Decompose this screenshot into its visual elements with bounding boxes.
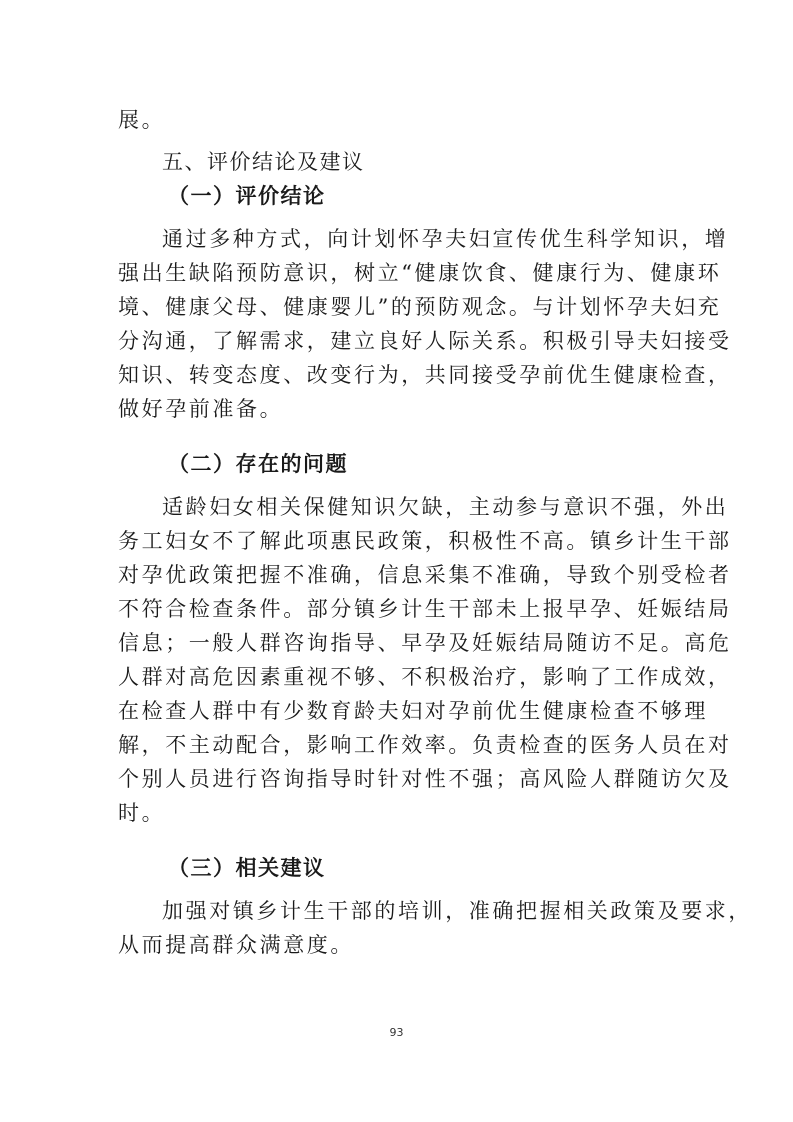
paragraph-line: 个别人员进行咨询指导时针对性不强；高风险人群随访欠及 bbox=[118, 767, 732, 791]
subsection-heading-problems: （二）存在的问题 bbox=[168, 452, 348, 476]
paragraph-line: 信息；一般人群咨询指导、早孕及妊娠结局随访不足。高危 bbox=[118, 631, 732, 655]
paragraph-line: 强出生缺陷预防意识，树立“健康饮食、健康行为、健康环 bbox=[118, 261, 722, 285]
paragraph-line: 分沟通，了解需求，建立良好人际关系。积极引导夫妇接受 bbox=[118, 329, 732, 353]
paragraph-line: 人群对高危因素重视不够、不积极治疗，影响了工作成效， bbox=[118, 665, 732, 689]
paragraph-line: 不符合检查条件。部分镇乡计生干部未上报早孕、妊娠结局 bbox=[118, 597, 732, 621]
page-number: 93 bbox=[389, 1026, 404, 1039]
subsection-heading-suggestions: （三）相关建议 bbox=[168, 856, 326, 880]
paragraph-line: 通过多种方式，向计划怀孕夫妇宣传优生科学知识，增 bbox=[162, 227, 729, 251]
paragraph-line: 境、健康父母、健康婴儿”的预防观念。与计划怀孕夫妇充 bbox=[118, 295, 722, 319]
paragraph-line: 从而提高群众满意度。 bbox=[118, 933, 354, 957]
paragraph-line: 时。 bbox=[118, 801, 166, 825]
paragraph-line: 解，不主动配合，影响工作效率。负责检查的医务人员在对 bbox=[118, 733, 732, 757]
continuation-text: 展。 bbox=[118, 108, 166, 132]
paragraph-line: 加强对镇乡计生干部的培训，准确把握相关政策及要求， bbox=[162, 899, 752, 923]
paragraph-line: 在检查人群中有少数育龄夫妇对孕前优生健康检查不够理 bbox=[118, 699, 708, 723]
paragraph-line: 适龄妇女相关保健知识欠缺，主动参与意识不强，外出 bbox=[162, 495, 729, 519]
paragraph-line: 知识、转变态度、改变行为，共同接受孕前优生健康检查， bbox=[118, 363, 732, 387]
section-title: 五、评价结论及建议 bbox=[162, 150, 365, 174]
paragraph-line: 做好孕前准备。 bbox=[118, 397, 284, 421]
subsection-heading-conclusion: （一）评价结论 bbox=[168, 184, 326, 208]
paragraph-line: 务工妇女不了解此项惠民政策，积极性不高。镇乡计生干部 bbox=[118, 529, 732, 553]
paragraph-line: 对孕优政策把握不准确，信息采集不准确，导致个别受检者 bbox=[118, 563, 732, 587]
